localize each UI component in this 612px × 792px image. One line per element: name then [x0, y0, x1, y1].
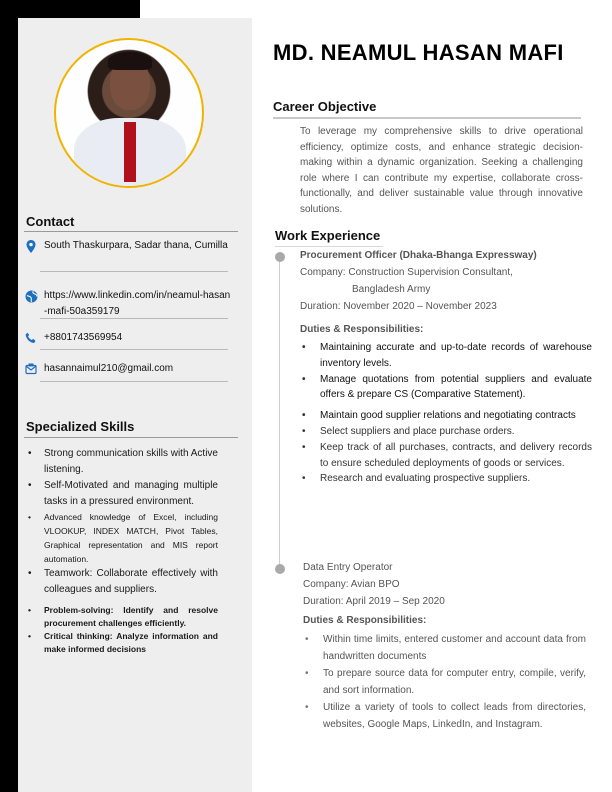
- contact-phone[interactable]: [24, 330, 232, 346]
- skill-item: • Teamwork: Collaborate effectively with colleagues and suppliers.: [26, 566, 218, 598]
- address-text: South Thaskurpara, Sadar thana, Cumilla: [44, 240, 228, 251]
- timeline-dot: [275, 564, 285, 574]
- job-duration: Duration: November 2020 – November 2023: [300, 301, 497, 312]
- job-company: Company: Avian BPO: [303, 579, 400, 590]
- job-data-entry-operator: [303, 560, 586, 733]
- duty-item: • Maintain good supplier relations and negotiating contracts: [300, 408, 592, 424]
- profile-photo: [54, 38, 204, 188]
- contact-row-divider: [40, 271, 228, 272]
- job-procurement-officer: [300, 248, 592, 487]
- skill-item: • Self-Motivated and managing multiple tasks in a pressured environment.: [26, 478, 218, 510]
- job-company-line2: Bangladesh Army: [352, 284, 431, 295]
- objective-divider: [273, 117, 581, 119]
- skill-item: • Problem-solving: Identify and resolve procurement challenges efficiently.: [26, 604, 218, 630]
- candidate-name: MD. NEAMUL HASAN MAFI: [273, 40, 564, 65]
- skills-divider: [24, 437, 238, 438]
- timeline-dot: [275, 252, 285, 262]
- job-company: Company: Construction Supervision Consultant,: [300, 267, 513, 278]
- duties-label: Duties & Responsibilities:: [303, 615, 427, 626]
- phone-icon: [24, 331, 38, 345]
- duty-item: • Manage quotations from potential suppliers and evaluate offers & prepare CS (Comparative Statement).: [300, 372, 592, 404]
- job-duration: Duration: April 2019 – Sep 2020: [303, 596, 445, 607]
- duties-list: [300, 340, 592, 487]
- top-black-border: [0, 0, 140, 18]
- contact-address: [24, 238, 232, 254]
- job-title: Data Entry Operator: [303, 562, 393, 573]
- duties-list: [303, 631, 586, 733]
- timeline-line: [279, 252, 280, 572]
- linkedin-link[interactable]: https://www.linkedin.com/in/neamul-hasan-mafi-50a359179: [44, 290, 231, 317]
- skill-item: • Strong communication skills with Active listening.: [26, 446, 218, 478]
- duty-item: • To prepare source data for computer entry, compile, verify, and sort information.: [303, 665, 586, 699]
- objective-text: To leverage my comprehensive skills to drive operational efficiency, optimize costs, and enhance strategic decision-making within a dynamic organization. Seeking a challenging role where I can contribute my expertise, collaborate cross-functionally, and deliver sustainable value through innovative solutions.: [300, 126, 583, 215]
- job-title: Procurement Officer (Dhaka-Bhanga Expressway): [300, 250, 537, 261]
- phone-number[interactable]: +8801743569954: [44, 332, 123, 343]
- email-icon: [24, 362, 38, 376]
- contact-heading: Contact: [26, 214, 75, 229]
- skills-heading: Specialized Skills: [26, 419, 135, 434]
- duty-item: • Maintaining accurate and up-to-date records of warehouse inventory levels.: [300, 340, 592, 372]
- duty-item: • Select suppliers and place purchase orders.: [300, 424, 592, 440]
- contact-divider: [24, 231, 238, 232]
- duty-item: • Keep track of all purchases, contracts, and delivery records to ensure scheduled deployments of goods or services.: [300, 440, 592, 472]
- email-address[interactable]: hasannaimul210@gmail.com: [44, 363, 174, 374]
- experience-divider: [275, 246, 383, 247]
- location-icon: [24, 239, 38, 253]
- duty-item: • Utilize a variety of tools to collect leads from directories, websites, Google Maps, LinkedIn, and Instagram.: [303, 699, 586, 733]
- duty-item: • Within time limits, entered customer and account data from handwritten documents: [303, 631, 586, 665]
- duty-item: • Research and evaluating prospective suppliers.: [300, 471, 592, 487]
- skills-list: [26, 446, 218, 656]
- globe-icon: [24, 289, 38, 303]
- objective-heading: Career Objective: [273, 99, 377, 114]
- experience-heading: Work Experience: [275, 228, 381, 243]
- contact-row-divider: [40, 349, 228, 350]
- contact-email[interactable]: [24, 361, 232, 377]
- duties-label: Duties & Responsibilities:: [300, 324, 424, 335]
- contact-row-divider: [40, 318, 228, 319]
- contact-row-divider: [40, 381, 228, 382]
- contact-linkedin[interactable]: [24, 288, 232, 319]
- skill-item: • Advanced knowledge of Excel, including VLOOKUP, INDEX MATCH, Pivot Tables, Graphical representation and MIS report automation.: [26, 510, 218, 566]
- skill-item: • Critical thinking: Analyze information and make informed decisions: [26, 630, 218, 656]
- left-black-border: [0, 0, 18, 792]
